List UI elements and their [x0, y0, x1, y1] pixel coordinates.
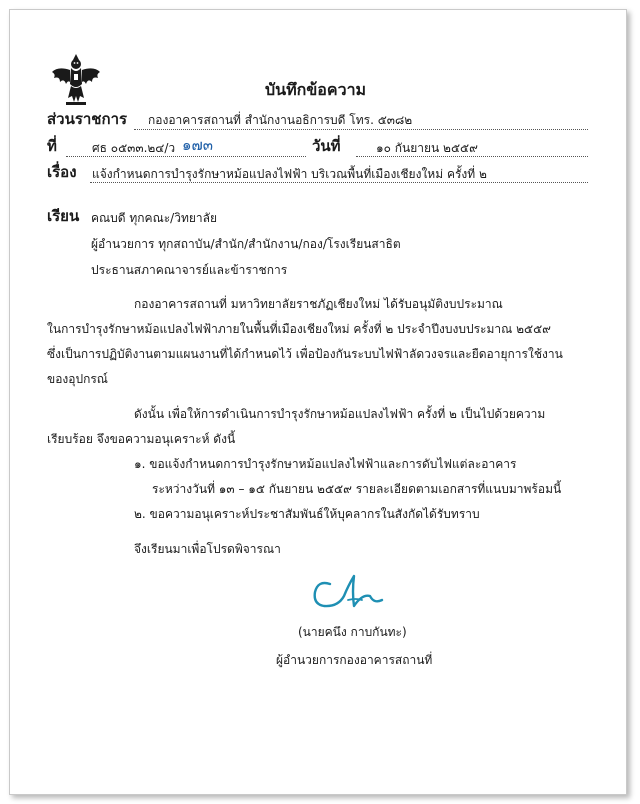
department-value: กองอาคารสถานที่ สำนักงานอธิการบดี โทร. ๕๓๘๒	[148, 113, 413, 127]
garuda-emblem-icon	[48, 50, 104, 110]
recipient-line: ประธานสภาคณาจารย์และข้าราชการ	[91, 263, 288, 277]
recipient-line: ผู้อำนวยการ ทุกสถาบัน/สำนัก/สำนักงาน/กอง/โรงเรียนสาธิต	[91, 237, 401, 251]
body-paragraph-line: ในการบำรุงรักษาหม้อแปลงไฟฟ้าภายในพื้นที่เมืองเชียงใหม่ ครั้งที่ ๒ ประจำปีงบงบประมาณ ๒๕๕๙	[47, 322, 551, 336]
reference-value: ศธ ๐๕๓๓.๒๔/ว	[92, 141, 176, 155]
reference-label: ที่	[47, 137, 57, 155]
date-value: ๑๐ กันยายน ๒๕๕๙	[376, 141, 478, 155]
body-paragraph-line: เรียบร้อย จึงขอความอนุเคราะห์ ดังนี้	[47, 432, 236, 446]
body-paragraph-line: ซึ่งเป็นการปฏิบัติงานตามแผนงานที่ได้กำหนดไว้ เพื่อป้องกันระบบไฟฟ้าลัดวงจรและยืดอายุการใช้งาน	[47, 347, 563, 361]
closing-line: จึงเรียนมาเพื่อโปรดพิจารณา	[134, 542, 281, 556]
subject-label: เรื่อง	[47, 163, 77, 181]
date-dotted-line	[356, 156, 588, 157]
list-item: ๑. ขอแจ้งกำหนดการบำรุงรักษาหม้อแปลงไฟฟ้าและการดับไฟแต่ละอาคาร	[134, 457, 517, 471]
signatory-position: ผู้อำนวยการกองอาคารสถานที่	[276, 653, 433, 667]
subject-value: แจ้งกำหนดการบำรุงรักษาหม้อแปลงไฟฟ้า บริเวณพื้นที่เมืองเชียงใหม่ ครั้งที่ ๒	[92, 167, 487, 181]
department-dotted-line	[134, 129, 588, 130]
handwritten-signature	[308, 570, 390, 620]
list-item: ๒. ขอความอนุเคราะห์ประชาสัมพันธ์ให้บุคลากรในสังกัดได้รับทราบ	[134, 507, 480, 521]
reference-dotted-line	[66, 156, 306, 157]
reference-handwritten-number: ๑๗๓	[182, 136, 214, 154]
body-paragraph-line: ดังนั้น เพื่อให้การดำเนินการบำรุงรักษาหม้อแปลงไฟฟ้า ครั้งที่ ๒ เป็นไปด้วยความ	[134, 407, 546, 421]
signatory-name: (นายคนึง กาบกันทะ)	[298, 625, 407, 639]
recipient-label: เรียน	[47, 207, 80, 225]
list-item-continuation: ระหว่างวันที่ ๑๓ – ๑๕ กันยายน ๒๕๕๙ รายละเอียดตามเอกสารที่แนบมาพร้อมนี้	[152, 482, 562, 496]
date-label: วันที่	[312, 137, 341, 155]
recipient-line: คณบดี ทุกคณะ/วิทยาลัย	[91, 211, 218, 225]
body-paragraph-line: กองอาคารสถานที่ มหาวิทยาลัยราชภัฏเชียงใหม่ ได้รับอนุมัติงบประมาณ	[134, 297, 503, 311]
body-paragraph-line: ของอุปกรณ์	[47, 372, 108, 386]
memo-title: บันทึกข้อความ	[265, 80, 367, 99]
department-label: ส่วนราชการ	[47, 110, 128, 128]
subject-dotted-line	[90, 182, 588, 183]
